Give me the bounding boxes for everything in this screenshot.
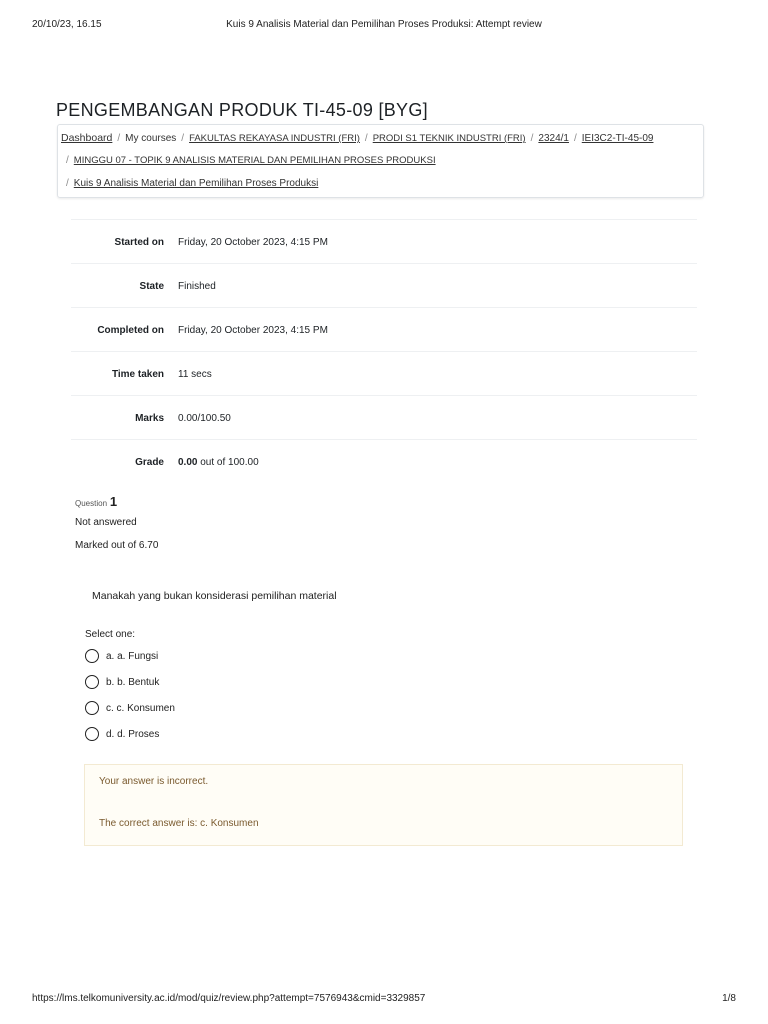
breadcrumb-quiz-link[interactable]: Kuis 9 Analisis Material dan Pemilihan Proses Produksi — [73, 178, 319, 189]
state-label: State — [139, 281, 164, 292]
question-text: Manakah yang bukan konsiderasi pemilihan material — [92, 590, 337, 602]
breadcrumb-term-link[interactable]: 2324/1 — [538, 133, 569, 144]
breadcrumb-course-code-link[interactable]: IEI3C2-TI-45-09 — [581, 133, 654, 144]
answer-option-label: a. a. Fungsi — [106, 651, 159, 662]
marks-value: 0.00/100.50 — [178, 413, 231, 424]
breadcrumb-separator: / — [573, 133, 577, 144]
grade-out-of: out of 100.00 — [200, 457, 259, 468]
breadcrumb-my-courses: My courses — [125, 133, 177, 144]
feedback-correct-answer: The correct answer is: c. Konsumen — [99, 818, 259, 829]
started-label: Started on — [114, 237, 164, 248]
breadcrumb-line-3 — [61, 178, 318, 189]
grade-label: Grade — [135, 457, 164, 468]
summary-row-started — [71, 219, 697, 263]
question-label: Question — [75, 499, 108, 508]
summary-row-marks — [71, 395, 697, 439]
radio-button[interactable] — [85, 727, 99, 741]
summary-row-time-taken — [71, 351, 697, 395]
summary-row-completed — [71, 307, 697, 351]
print-footer — [32, 993, 736, 1004]
answer-option-label: c. c. Konsumen — [106, 703, 175, 714]
grade-score: 0.00 — [178, 457, 198, 468]
answer-option-label: d. d. Proses — [106, 729, 160, 740]
started-value: Friday, 20 October 2023, 4:15 PM — [178, 237, 328, 248]
breadcrumb-section-link[interactable]: MINGGU 07 - TOPIK 9 ANALISIS MATERIAL DAN PEMILIHAN PROSES PRODUKSI — [73, 155, 436, 166]
summary-row-grade — [71, 439, 697, 483]
print-page-number: 1/8 — [722, 993, 736, 1004]
breadcrumb-line-2 — [61, 155, 436, 166]
breadcrumb-dashboard-link[interactable]: Dashboard — [61, 132, 113, 144]
question-info — [75, 494, 159, 551]
marks-label: Marks — [135, 413, 164, 424]
breadcrumb-separator: / — [117, 133, 121, 144]
question-state: Not answered — [75, 517, 137, 528]
print-datetime: 20/10/23, 16.15 — [32, 19, 102, 30]
breadcrumb-separator: / — [66, 178, 69, 189]
summary-row-state — [71, 263, 697, 307]
question-number: 1 — [109, 494, 118, 509]
completed-label: Completed on — [97, 325, 164, 336]
completed-value: Friday, 20 October 2023, 4:15 PM — [178, 325, 328, 336]
question-feedback — [84, 764, 683, 846]
breadcrumb-separator: / — [66, 155, 69, 166]
radio-button[interactable] — [85, 649, 99, 663]
state-value: Finished — [178, 281, 216, 292]
breadcrumb-line-1 — [61, 132, 653, 144]
breadcrumb-faculty-link[interactable]: FAKULTAS REKAYASA INDUSTRI (FRI) — [189, 133, 360, 144]
time-taken-value: 11 secs — [178, 369, 212, 380]
breadcrumb-prodi-link[interactable]: PRODI S1 TEKNIK INDUSTRI (FRI) — [372, 133, 526, 144]
breadcrumb-separator: / — [530, 133, 534, 144]
print-page-title: Kuis 9 Analisis Material dan Pemilihan Proses Produksi: Attempt review — [226, 19, 542, 30]
attempt-summary-table — [71, 219, 697, 483]
grade-value — [178, 457, 259, 468]
print-url: https://lms.telkomuniversity.ac.id/mod/quiz/review.php?attempt=7576943&cmid=3329857 — [32, 993, 426, 1004]
answer-option-label: b. b. Bentuk — [106, 677, 160, 688]
breadcrumb — [57, 124, 704, 198]
course-title: PENGEMBANGAN PRODUK TI-45-09 [BYG] — [56, 100, 428, 120]
breadcrumb-separator: / — [364, 133, 368, 144]
question-marked-out-of: Marked out of 6.70 — [75, 540, 159, 551]
breadcrumb-separator: / — [181, 133, 185, 144]
radio-button[interactable] — [85, 701, 99, 715]
select-one-prompt: Select one: — [85, 629, 136, 640]
time-taken-label: Time taken — [111, 369, 164, 380]
feedback-incorrect: Your answer is incorrect. — [99, 776, 209, 787]
radio-button[interactable] — [85, 675, 99, 689]
